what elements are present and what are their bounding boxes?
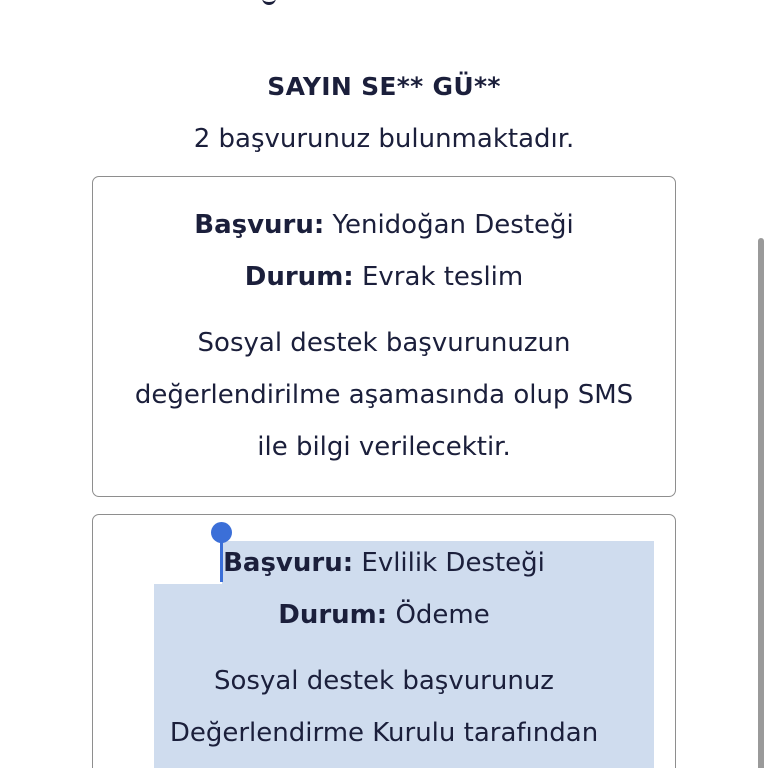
application-description — [93, 317, 675, 473]
scrollbar[interactable] — [758, 238, 764, 768]
application-row — [93, 199, 675, 251]
application-label: Başvuru: — [223, 548, 354, 578]
application-description[interactable] — [93, 655, 675, 759]
selection-handle-icon[interactable] — [211, 522, 232, 543]
status-row[interactable] — [93, 589, 675, 641]
selection-caret — [220, 540, 223, 582]
application-card-2 — [92, 514, 676, 768]
application-count-text: 2 başvurunuz bulunmaktadır. — [193, 124, 575, 154]
description-line: Sosyal destek başvurunuz — [214, 666, 554, 696]
status-label: Durum: — [278, 600, 388, 630]
cut-off-text-fragment — [262, 0, 276, 5]
description-line: Sosyal destek başvurunuzun — [197, 328, 571, 358]
description-line: değerlendirilme aşamasında olup SMS — [134, 380, 634, 410]
greeting-title: SAYIN SE** GÜ** — [267, 72, 501, 101]
description-line: ile bilgi verilecektir. — [257, 432, 511, 462]
status-label: Durum: — [244, 262, 354, 292]
status-row — [93, 251, 675, 303]
application-label: Başvuru: — [194, 210, 325, 240]
application-card-1 — [92, 176, 676, 497]
application-value: Evlilik Desteği — [361, 548, 545, 578]
status-value: Evrak teslim — [361, 262, 524, 292]
description-line: Değerlendirme Kurulu tarafından — [169, 718, 599, 748]
status-value: Ödeme — [395, 600, 490, 630]
application-row[interactable] — [93, 537, 675, 589]
application-value: Yenidoğan Desteği — [332, 210, 574, 240]
